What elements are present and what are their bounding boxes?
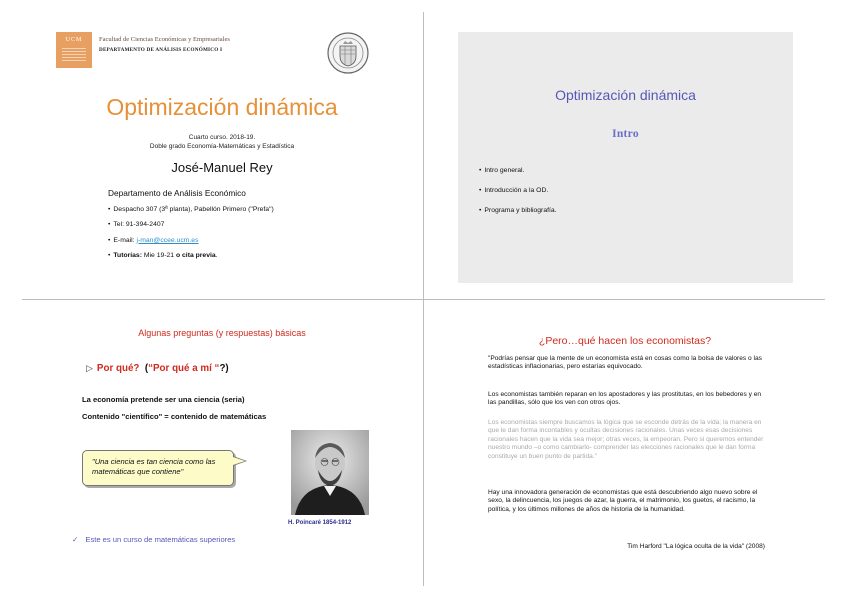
contact-list [108, 206, 274, 267]
faculty-name: Facultad de Ciencias Económicas y Empresariales [99, 36, 230, 43]
tutorias-label: Tutorías: [113, 251, 142, 259]
tutorias-end: . [215, 251, 218, 259]
intro-panel [458, 32, 793, 283]
math-statement: Contenido "científico" = contenido de matemáticas [82, 412, 267, 421]
callout-tail-fill [233, 457, 245, 465]
course-info [22, 133, 422, 151]
ucm-logo-text: UCM [65, 37, 83, 43]
question-paren-open: ( [144, 363, 149, 374]
university-seal-icon [327, 32, 369, 74]
question-why: Por qué? [96, 363, 140, 374]
poincare-portrait-image [291, 430, 369, 515]
course-degree: Doble grado Economía-Matemáticas y Estadística [149, 143, 295, 150]
paragraph-1: "Podrías pensar que la mente de un economista está en cosas como la bolsa de valores o las estadísticas inflacionarias, pero estarías equivocado. [488, 355, 762, 371]
slide-1-cover [22, 12, 422, 299]
slide-4-economists [425, 302, 825, 586]
tutorias-time: Mie 19-21 [141, 251, 176, 259]
tel-item: • Tel: 91-394-2407 [108, 221, 274, 228]
ucm-logo [56, 32, 92, 68]
course-statement-text: Este es un curso de matemáticas superiores [85, 535, 236, 544]
why-question [86, 363, 229, 374]
intro-item: • Introducción a la OD. [479, 187, 557, 194]
email-item [108, 237, 274, 244]
question-why-me: Por qué a mí [153, 363, 212, 374]
ucm-logo-lines [62, 48, 86, 62]
callout-quote: "Una ciencia es tan ciencia como las matemáticas que contiene" [92, 457, 216, 476]
email-label: E-mail: [113, 236, 137, 244]
intro-item: • Programa y bibliografía. [479, 207, 557, 214]
intro-subtitle: Intro [612, 128, 639, 140]
department-header: DEPARTAMENTO DE ANÁLISIS ECONÓMICO I [99, 47, 223, 53]
intro-title: Optimización dinámica [555, 87, 696, 103]
intro-list [479, 167, 557, 227]
question-quote-close: “ [211, 363, 220, 374]
question-paren-close: ?) [219, 363, 229, 374]
tutorias-item [108, 252, 274, 259]
presentation-title: Optimización dinámica [106, 94, 338, 120]
horizontal-divider [22, 299, 825, 300]
check-icon: ✓ [72, 535, 79, 544]
citation: Tim Harford "La lógica oculta de la vida" (2008) [627, 543, 765, 550]
department-name: Departamento de Análisis Económico [108, 188, 246, 198]
slide-3-questions [22, 302, 422, 586]
portrait-caption: H. Poincaré 1854-1912 [288, 520, 352, 526]
course-year: Cuarto curso. 2018-19. [188, 134, 256, 141]
question-quote-open: “ [148, 363, 154, 374]
office-item: • Despacho 307 (3ª planta), Pabellón Primero ("Prefa") [108, 206, 274, 213]
questions-heading: Algunas preguntas (y respuestas) básicas [138, 328, 306, 338]
author-name: José-Manuel Rey [171, 160, 273, 175]
paragraph-3: Los economistas siempre buscamos la lógica que se esconde detrás de la vida; la manera en que le dan forma incontables y ocultas decisiones racionales. Unas veces esas decisiones racionales hacen que la vida sea mejor; otras veces, la empeoran. Pero si queremos entender nuestro mundo –o como cambiarlo- comprender las elecciones racionales que le dan forma constituye un buen punto de partida." [488, 419, 764, 460]
quote-callout [82, 450, 234, 486]
triangle-bullet-icon: ▷ [86, 363, 93, 373]
email-link[interactable]: j-man@ccee.ucm.es [136, 236, 199, 244]
intro-item: • Intro general. [479, 167, 557, 174]
paragraph-2: Los economistas también reparan en los apostadores y las prostitutas, en los bebedores y en las pandillas, sólo que los ven con otros ojos. [488, 391, 762, 407]
science-statement: La economía pretende ser una ciencia (seria) [82, 395, 245, 404]
tutorias-appointment: o cita previa [175, 251, 216, 259]
economists-title: ¿Pero…qué hacen los economistas? [538, 335, 712, 347]
course-statement [72, 535, 235, 544]
paragraph-4: Hay una innovadora generación de economistas que está descubriendo algo nuevo sobre el sexo, la delincuencia, los juegos de azar, la guerra, el matrimonio, los guetos, el racismo, la política, y los últimos millones de años de historia de la humanidad. [488, 489, 758, 513]
slide-2-intro [425, 12, 825, 299]
